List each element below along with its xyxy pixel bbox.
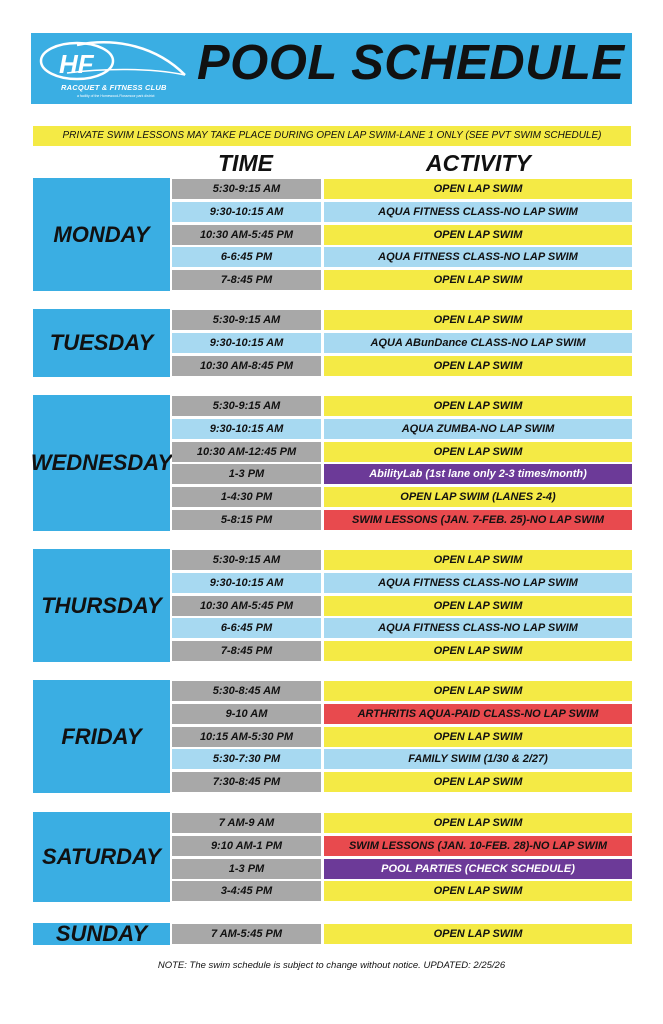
activity-column-header: ACTIVITY [426,150,531,176]
activity-cell: OPEN LAP SWIM [324,179,632,199]
page-header [31,33,632,104]
time-cell: 5:30-9:15 AM [172,310,321,330]
time-cell: 10:30 AM-5:45 PM [172,596,321,616]
activity-cell: OPEN LAP SWIM [324,681,632,701]
activity-cell: OPEN LAP SWIM [324,727,632,747]
time-cell: 5:30-9:15 AM [172,550,321,570]
logo-wordmark: RACQUET & FITNESS CLUB [61,83,167,92]
time-cell: 9-10 AM [172,704,321,724]
activity-cell: OPEN LAP SWIM [324,772,632,792]
private-lessons-notice: PRIVATE SWIM LESSONS MAY TAKE PLACE DURING OPEN LAP SWIM-LANE 1 ONLY (SEE PVT SWIM SCHEDULE) [33,126,631,146]
svg-text:HF: HF [59,49,94,79]
activity-cell: OPEN LAP SWIM [324,813,632,833]
time-cell: 9:30-10:15 AM [172,419,321,439]
time-cell: 7-8:45 PM [172,641,321,661]
day-label-tuesday: TUESDAY [33,309,170,377]
activity-cell: OPEN LAP SWIM [324,356,632,376]
time-cell: 9:10 AM-1 PM [172,836,321,856]
activity-cell: AQUA ABunDance CLASS-NO LAP SWIM [324,333,632,353]
activity-cell: AQUA FITNESS CLASS-NO LAP SWIM [324,618,632,638]
activity-cell: FAMILY SWIM (1/30 & 2/27) [324,749,632,769]
time-cell: 7:30-8:45 PM [172,772,321,792]
activity-cell: OPEN LAP SWIM [324,641,632,661]
time-cell: 7 AM-9 AM [172,813,321,833]
activity-cell: ARTHRITIS AQUA-PAID CLASS-NO LAP SWIM [324,704,632,724]
club-logo [37,39,187,99]
activity-cell: OPEN LAP SWIM (LANES 2-4) [324,487,632,507]
time-cell: 7 AM-5:45 PM [172,924,321,944]
day-label-thursday: THURSDAY [33,549,170,662]
activity-cell: AQUA FITNESS CLASS-NO LAP SWIM [324,573,632,593]
time-cell: 10:15 AM-5:30 PM [172,727,321,747]
activity-cell: SWIM LESSONS (JAN. 7-FEB. 25)-NO LAP SWIM [324,510,632,530]
day-label-wednesday: WEDNESDAY [33,395,170,531]
activity-cell: SWIM LESSONS (JAN. 10-FEB. 28)-NO LAP SWIM [324,836,632,856]
time-cell: 7-8:45 PM [172,270,321,290]
activity-cell: OPEN LAP SWIM [324,924,632,944]
time-cell: 3-4:45 PM [172,881,321,901]
activity-cell: AQUA ZUMBA-NO LAP SWIM [324,419,632,439]
time-cell: 9:30-10:15 AM [172,202,321,222]
activity-cell: OPEN LAP SWIM [324,550,632,570]
activity-cell: AbilityLab (1st lane only 2-3 times/month) [324,464,632,484]
time-cell: 5:30-9:15 AM [172,179,321,199]
day-label-monday: MONDAY [33,178,170,291]
day-label-sunday: SUNDAY [33,923,170,945]
time-cell: 5:30-9:15 AM [172,396,321,416]
activity-cell: OPEN LAP SWIM [324,596,632,616]
time-cell: 5:30-7:30 PM [172,749,321,769]
activity-cell: OPEN LAP SWIM [324,442,632,462]
activity-cell: OPEN LAP SWIM [324,396,632,416]
time-cell: 5:30-8:45 AM [172,681,321,701]
time-cell: 9:30-10:15 AM [172,333,321,353]
time-cell: 10:30 AM-5:45 PM [172,225,321,245]
activity-cell: AQUA FITNESS CLASS-NO LAP SWIM [324,202,632,222]
time-cell: 1-3 PM [172,859,321,879]
day-label-friday: FRIDAY [33,680,170,793]
activity-cell: OPEN LAP SWIM [324,225,632,245]
time-cell: 10:30 AM-8:45 PM [172,356,321,376]
time-cell: 6-6:45 PM [172,247,321,267]
activity-cell: OPEN LAP SWIM [324,270,632,290]
page-title: POOL SCHEDULE [197,36,625,90]
time-column-header: TIME [218,150,273,176]
time-cell: 1-4:30 PM [172,487,321,507]
time-cell: 9:30-10:15 AM [172,573,321,593]
logo-tagline: a facility of the Homewood-Flossmoor park district [77,94,155,98]
activity-cell: POOL PARTIES (CHECK SCHEDULE) [324,859,632,879]
footnote: NOTE: The swim schedule is subject to change without notice. UPDATED: 2/25/26 [157,960,506,971]
time-cell: 5-8:15 PM [172,510,321,530]
activity-cell: OPEN LAP SWIM [324,881,632,901]
activity-cell: OPEN LAP SWIM [324,310,632,330]
day-label-saturday: SATURDAY [33,812,170,902]
time-cell: 10:30 AM-12:45 PM [172,442,321,462]
time-cell: 6-6:45 PM [172,618,321,638]
time-cell: 1-3 PM [172,464,321,484]
activity-cell: AQUA FITNESS CLASS-NO LAP SWIM [324,247,632,267]
